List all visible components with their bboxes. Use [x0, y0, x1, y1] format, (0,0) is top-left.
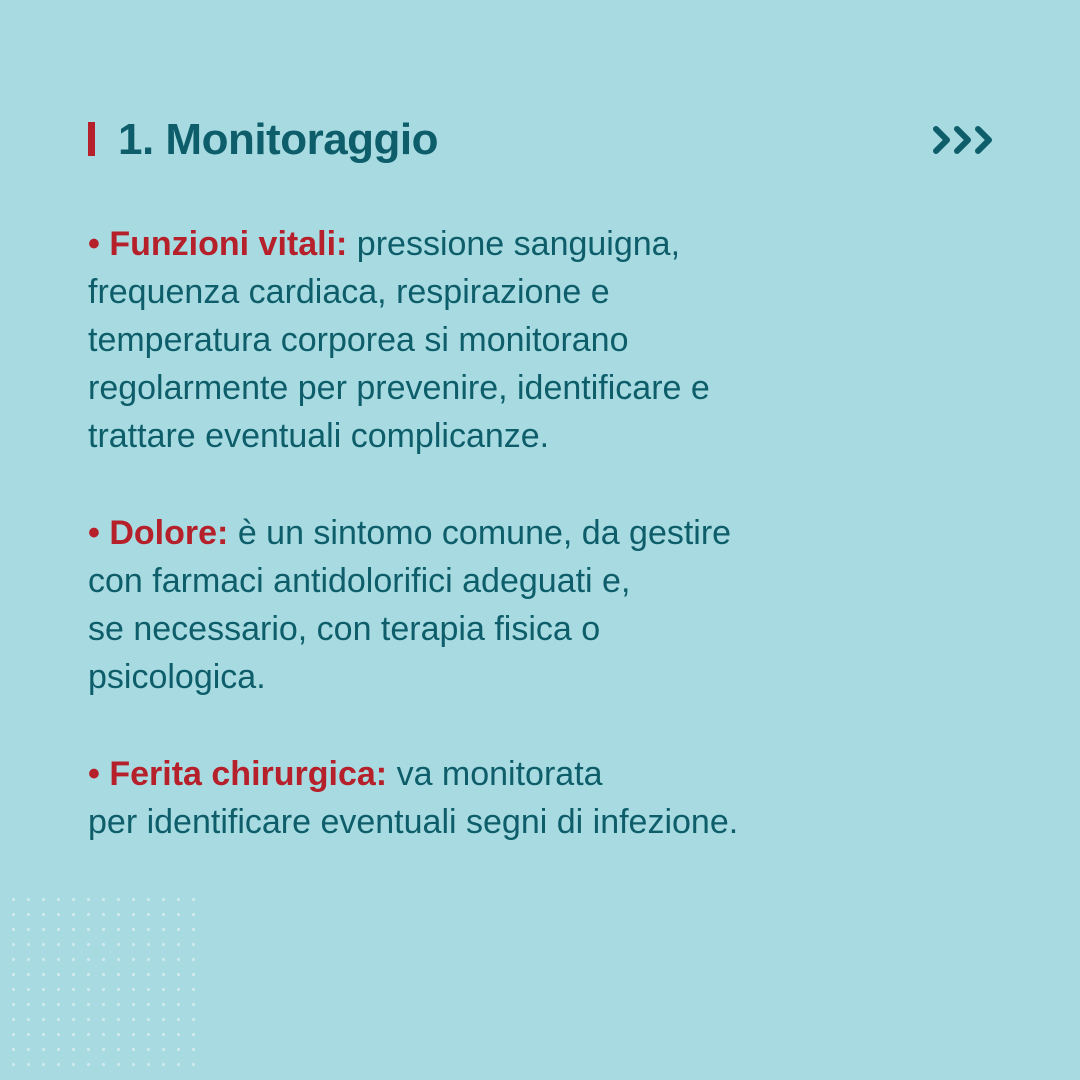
triple-chevron-right-icon[interactable] — [932, 120, 998, 160]
bullet: • — [88, 755, 100, 793]
term-label: Ferita chirurgica: — [109, 755, 388, 793]
header — [88, 112, 998, 168]
term-label: Dolore: — [109, 514, 229, 552]
page-title: 1. Monitoraggio — [118, 115, 439, 164]
term-label: Funzioni vitali: — [109, 225, 348, 263]
description-line: trattare eventuali complicanze. — [88, 417, 550, 455]
description-line: pressione sanguigna, — [356, 225, 681, 263]
description-line: temperatura corporea si monitorano — [88, 321, 629, 359]
title-accent-bar — [88, 122, 95, 156]
bullet: • — [88, 225, 100, 263]
description-line: con farmaci antidolorifici adeguati e, — [88, 562, 631, 600]
description-line: frequenza cardiaca, respirazione e — [88, 273, 610, 311]
description-line: va monitorata — [396, 755, 603, 793]
list-item-surgical-wound — [88, 750, 988, 846]
description-line: per identificare eventuali segni di infezione. — [88, 803, 739, 841]
description-line: se necessario, con terapia fisica o — [88, 610, 601, 648]
description-line: psicologica. — [88, 658, 266, 696]
content-list — [88, 220, 988, 895]
description-line: regolarmente per prevenire, identificare e — [88, 369, 710, 407]
decorative-dot-grid — [6, 892, 196, 1072]
list-item-vital-functions — [88, 220, 988, 460]
description-line: è un sintomo comune, da gestire — [237, 514, 732, 552]
bullet: • — [88, 514, 100, 552]
list-item-pain — [88, 509, 988, 701]
